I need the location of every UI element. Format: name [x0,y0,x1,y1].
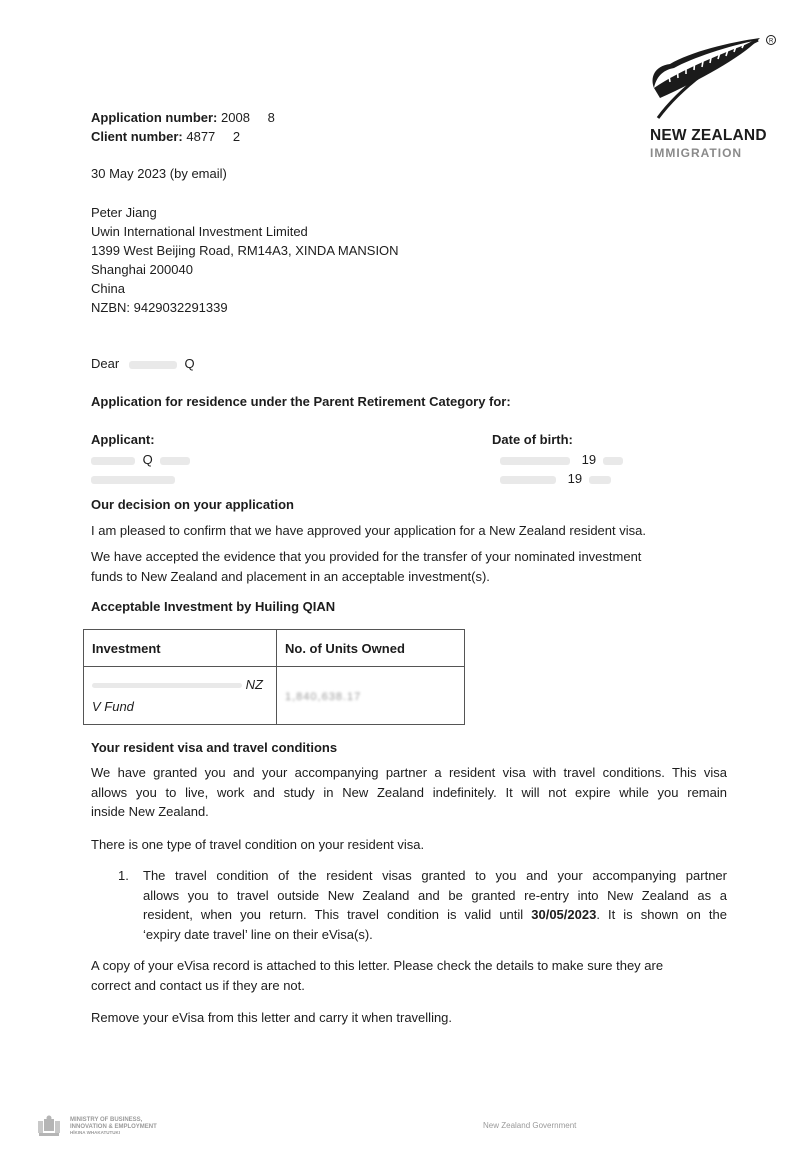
visa-paragraph-2: There is one type of travel condition on your resident visa. [91,837,425,852]
subject-line: Application for residence under the Parent Retirement Category for: [91,394,511,409]
investment-name-tail: NZ [245,676,263,692]
visa-paragraph-1 [91,763,727,822]
travel-condition-item-number: 1. [118,868,129,883]
travel-condition-text: resident, when you return. This travel condition is valid until [143,907,532,922]
client-number-value: 4877 [186,129,216,144]
greeting-dear: Dear [91,356,120,371]
application-number-label: Application number: [91,110,218,125]
redacted-dob [589,476,611,484]
svg-text:R: R [769,38,774,45]
visa-paragraph-1-line: inside New Zealand. [91,804,209,819]
mbie-logo [36,1115,236,1139]
address-line: Uwin International Investment Limited [91,224,308,239]
visa-paragraph-1-line: We have granted you and your accompanying partner a resident visa with travel conditions. This visa [91,765,727,780]
travel-condition-line: allows you to travel outside New Zealand and be granted re-entry into New Zealand as a [143,887,727,903]
address-line: 1399 West Beijing Road, RM14A3, XINDA MANSION [91,243,399,258]
mbie-line: MINISTRY OF BUSINESS, [70,1117,143,1123]
applicant-row-2-dob [500,469,611,488]
letter-date: 30 May 2023 (by email) [91,166,227,181]
nz-immigration-logo [640,30,785,160]
redacted-dob [500,457,570,465]
mbie-text [70,1117,157,1137]
silver-fern-icon [640,30,785,125]
decision-paragraph-2-line: funds to New Zealand and placement in an acceptable investment(s). [91,568,490,584]
applicant-row-2 [91,469,175,488]
address-line: NZBN: 9429032291339 [91,300,228,315]
visa-paragraph-1-line: allows you to live, work and study in New Zealand indefinitely. It will not expire while you remain [91,784,727,800]
visa-heading: Your resident visa and travel conditions [91,740,338,755]
mbie-line: INNOVATION & EMPLOYMENT [70,1123,157,1130]
applicant-row-1 [91,450,190,469]
investment-table [83,629,465,725]
travel-condition-line [143,905,727,925]
redacted-dob [603,457,623,465]
address-line: Peter Jiang [91,205,157,220]
dob-label: Date of birth: [492,432,573,447]
table-row [84,667,465,725]
decision-heading: Our decision on your application [91,497,294,512]
logo-line2: IMMIGRATION [650,146,743,160]
visa-paragraph-4: Remove your eVisa from this letter and carry it when travelling. [91,1010,453,1025]
applicant-2-dob: 19 [567,471,583,486]
visa-paragraph-3-line: correct and contact us if they are not. [91,977,305,993]
logo-line1: NEW ZEALAND [650,127,767,144]
redacted-name [129,361,177,369]
client-number-value-tail: 2 [232,129,241,144]
greeting [91,354,195,373]
travel-condition-text: . It is shown on the [596,907,727,922]
applicant-row-1-dob [500,450,623,469]
applicant-label: Applicant: [91,432,155,447]
investment-name-line-1 [92,674,268,696]
redacted-name [160,457,190,465]
application-number [91,108,275,127]
travel-condition-expiry-date: 30/05/2023 [531,907,597,922]
table-header-investment: Investment [84,630,277,667]
travel-condition-item [143,866,727,944]
travel-condition-line: ‘expiry date travel’ line on their eVisa(s). [143,926,373,942]
mbie-line: HĪKINA WHAKATUTUKI [70,1130,120,1135]
client-number-label: Client number: [91,129,183,144]
redacted-dob [500,476,556,484]
table-cell-investment [84,667,277,725]
investment-heading: Acceptable Investment by Huiling QIAN [91,599,336,614]
redacted-investment [92,683,242,688]
table-cell-units [277,667,465,725]
decision-paragraph-2 [91,547,641,586]
table-header-row [84,630,465,667]
greeting-name-fragment: Q [184,356,195,371]
client-number [91,127,240,146]
address-line: China [91,281,125,296]
redacted-name [91,476,175,484]
visa-paragraph-3 [91,956,663,995]
address-line: Shanghai 200040 [91,262,193,277]
visa-paragraph-3-line: A copy of your eVisa record is attached to this letter. Please check the details to make sure they are [91,958,664,973]
table-header-units: No. of Units Owned [277,630,465,667]
coat-of-arms-icon [36,1115,62,1139]
application-number-value: 2008 [221,110,250,125]
decision-paragraph-2-line: We have accepted the evidence that you provided for the transfer of your nominated investment [91,549,642,564]
travel-condition-line: The travel condition of the resident visas granted to you and your accompanying partner [143,868,727,883]
units-owned-value: 1,840,638.17 [285,691,362,703]
applicant-1-dob: 19 [581,452,597,467]
redacted-name [91,457,135,465]
applicant-1-name: Q [142,452,153,467]
nz-government-logo: New Zealand Government [483,1121,577,1130]
decision-paragraph-1: I am pleased to confirm that we have approved your application for a New Zealand resident visa. [91,523,646,538]
investment-name-line-2: V Fund [92,698,134,714]
application-number-value-tail: 8 [267,110,275,125]
